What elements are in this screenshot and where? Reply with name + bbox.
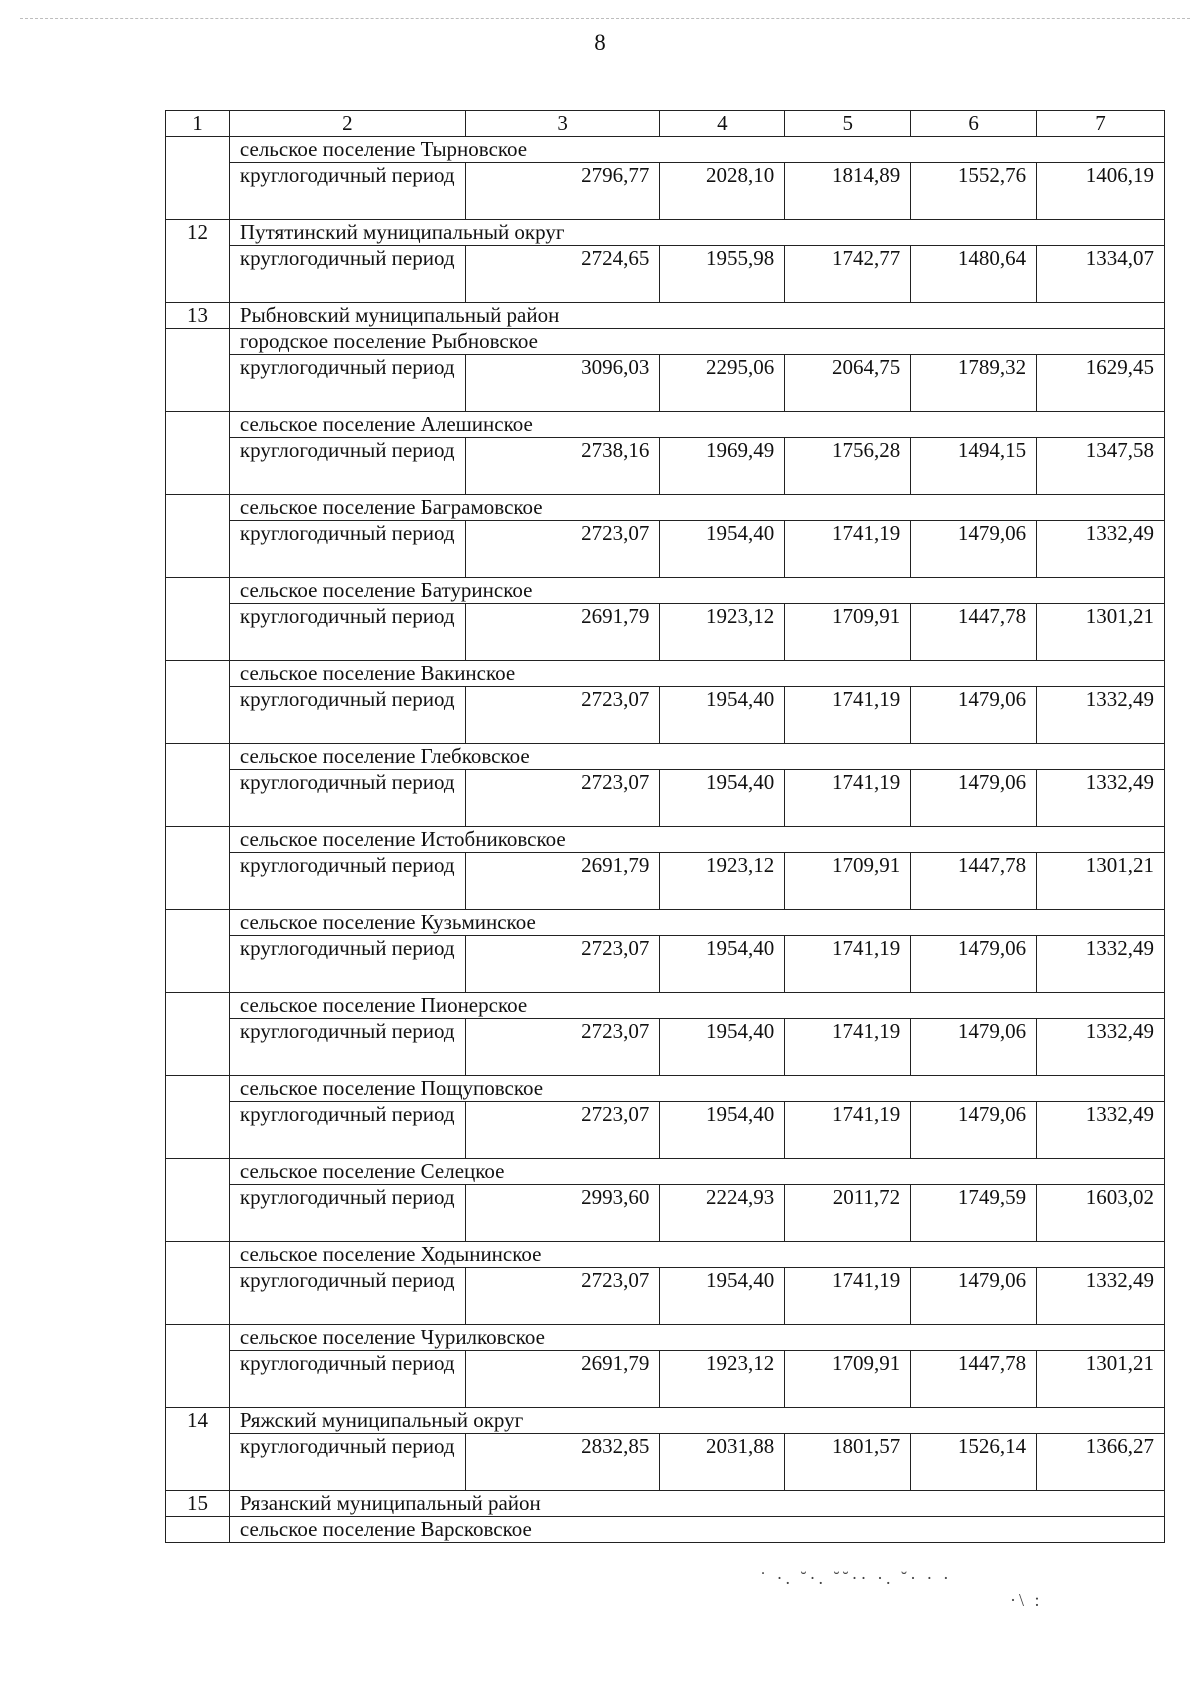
data-row [166,163,1165,220]
settlement-name-cell: сельское поселение Кузьминское [229,910,1164,936]
header-cell: 7 [1037,111,1165,137]
value-cell: 1479,06 [911,1102,1037,1159]
value-cell: 1494,15 [911,438,1037,495]
value-cell: 1526,14 [911,1434,1037,1491]
value-cell: 2723,07 [465,936,660,993]
value-cell: 1742,77 [785,246,911,303]
group-row [166,910,1165,936]
settlement-name-cell: Рязанский муниципальный район [229,1491,1164,1517]
value-cell: 1954,40 [660,1019,785,1076]
period-label-cell: круглогодичный период [229,1434,465,1491]
row-number-cell: 12 [166,220,230,303]
settlement-name-cell: сельское поселение Пощуповское [229,1076,1164,1102]
row-number-cell [166,1076,230,1159]
row-number-cell [166,827,230,910]
row-number-cell [166,993,230,1076]
period-label-cell: круглогодичный период [229,1019,465,1076]
value-cell: 1741,19 [785,936,911,993]
data-row [166,1268,1165,1325]
header-cell: 6 [911,111,1037,137]
value-cell: 2723,07 [465,1019,660,1076]
settlement-name-cell: сельское поселение Тырновское [229,137,1164,163]
value-cell: 1301,21 [1037,1351,1165,1408]
value-cell: 1479,06 [911,1268,1037,1325]
row-number-cell: 15 [166,1491,230,1517]
value-cell: 1603,02 [1037,1185,1165,1242]
row-number-cell: 14 [166,1408,230,1491]
value-cell: 1801,57 [785,1434,911,1491]
data-row [166,687,1165,744]
data-row [166,1434,1165,1491]
value-cell: 2796,77 [465,163,660,220]
group-row [166,1325,1165,1351]
group-row [166,827,1165,853]
value-cell: 1447,78 [911,604,1037,661]
settlement-name-cell: сельское поселение Алешинское [229,412,1164,438]
value-cell: 1954,40 [660,687,785,744]
group-row [166,329,1165,355]
value-cell: 1479,06 [911,521,1037,578]
period-label-cell: круглогодичный период [229,1351,465,1408]
value-cell: 1629,45 [1037,355,1165,412]
value-cell: 1406,19 [1037,163,1165,220]
value-cell: 2028,10 [660,163,785,220]
value-cell: 1923,12 [660,1351,785,1408]
value-cell: 1347,58 [1037,438,1165,495]
period-label-cell: круглогодичный период [229,1268,465,1325]
value-cell: 1480,64 [911,246,1037,303]
data-row [166,770,1165,827]
settlement-name-cell: Путятинский муниципальный округ [229,220,1164,246]
period-label-cell: круглогодичный период [229,936,465,993]
value-cell: 1741,19 [785,1019,911,1076]
group-row [166,1517,1165,1543]
value-cell: 2724,65 [465,246,660,303]
row-number-cell [166,495,230,578]
value-cell: 1741,19 [785,1102,911,1159]
value-cell: 3096,03 [465,355,660,412]
value-cell: 1332,49 [1037,770,1165,827]
row-number-cell [166,1242,230,1325]
value-cell: 1332,49 [1037,1102,1165,1159]
group-row [166,1491,1165,1517]
page-number: 8 [594,30,606,55]
settlement-name-cell: сельское поселение Ходынинское [229,1242,1164,1268]
value-cell: 1756,28 [785,438,911,495]
period-label-cell: круглогодичный период [229,521,465,578]
settlement-name-cell: сельское поселение Варсковское [229,1517,1164,1543]
header-cell: 4 [660,111,785,137]
value-cell: 1954,40 [660,521,785,578]
value-cell: 1814,89 [785,163,911,220]
value-cell: 2691,79 [465,1351,660,1408]
data-row [166,853,1165,910]
settlement-name-cell: Ряжский муниципальный округ [229,1408,1164,1434]
row-number-cell [166,578,230,661]
value-cell: 1741,19 [785,770,911,827]
value-cell: 2723,07 [465,1102,660,1159]
data-row [166,1185,1165,1242]
value-cell: 1709,91 [785,604,911,661]
value-cell: 2224,93 [660,1185,785,1242]
value-cell: 1479,06 [911,1019,1037,1076]
scan-edge-line [20,18,1190,19]
value-cell: 2723,07 [465,1268,660,1325]
value-cell: 1552,76 [911,163,1037,220]
row-number-cell [166,329,230,412]
group-row [166,137,1165,163]
period-label-cell: круглогодичный период [229,853,465,910]
header-cell: 3 [465,111,660,137]
header-cell: 2 [229,111,465,137]
data-row [166,604,1165,661]
group-row [166,495,1165,521]
group-row [166,220,1165,246]
settlement-name-cell: сельское поселение Глебковское [229,744,1164,770]
value-cell: 1789,32 [911,355,1037,412]
value-cell: 1332,49 [1037,1268,1165,1325]
period-label-cell: круглогодичный период [229,1102,465,1159]
value-cell: 1955,98 [660,246,785,303]
value-cell: 1741,19 [785,687,911,744]
value-cell: 1954,40 [660,1268,785,1325]
data-row [166,246,1165,303]
period-label-cell: круглогодичный период [229,1185,465,1242]
value-cell: 1954,40 [660,936,785,993]
value-cell: 2832,85 [465,1434,660,1491]
period-label-cell: круглогодичный период [229,163,465,220]
value-cell: 1301,21 [1037,853,1165,910]
settlement-name-cell: сельское поселение Селецкое [229,1159,1164,1185]
row-number-cell: 13 [166,303,230,329]
data-row [166,1019,1165,1076]
header-row [166,111,1165,137]
group-row [166,661,1165,687]
tariff-table [165,110,1165,1543]
data-row [166,1351,1165,1408]
settlement-name-cell: городское поселение Рыбновское [229,329,1164,355]
value-cell: 2691,79 [465,604,660,661]
group-row [166,303,1165,329]
value-cell: 1969,49 [660,438,785,495]
period-label-cell: круглогодичный период [229,355,465,412]
group-row [166,412,1165,438]
value-cell: 1749,59 [911,1185,1037,1242]
row-number-cell [166,137,230,220]
value-cell: 2723,07 [465,687,660,744]
value-cell: 1332,49 [1037,687,1165,744]
group-row [166,1408,1165,1434]
value-cell: 1334,07 [1037,246,1165,303]
row-number-cell [166,1517,230,1543]
value-cell: 1447,78 [911,853,1037,910]
value-cell: 2031,88 [660,1434,785,1491]
value-cell: 1709,91 [785,1351,911,1408]
period-label-cell: круглогодичный период [229,687,465,744]
value-cell: 2064,75 [785,355,911,412]
value-cell: 2691,79 [465,853,660,910]
value-cell: 1479,06 [911,770,1037,827]
value-cell: 2011,72 [785,1185,911,1242]
settlement-name-cell: сельское поселение Вакинское [229,661,1164,687]
row-number-cell [166,744,230,827]
value-cell: 1709,91 [785,853,911,910]
period-label-cell: круглогодичный период [229,438,465,495]
value-cell: 2723,07 [465,521,660,578]
row-number-cell [166,1159,230,1242]
row-number-cell [166,1325,230,1408]
data-row [166,936,1165,993]
value-cell: 1479,06 [911,936,1037,993]
data-row [166,355,1165,412]
value-cell: 2738,16 [465,438,660,495]
group-row [166,1242,1165,1268]
value-cell: 1741,19 [785,1268,911,1325]
header-cell: 1 [166,111,230,137]
settlement-name-cell: сельское поселение Истобниковское [229,827,1164,853]
value-cell: 1366,27 [1037,1434,1165,1491]
value-cell: 1447,78 [911,1351,1037,1408]
group-row [166,578,1165,604]
period-label-cell: круглогодичный период [229,604,465,661]
value-cell: 1954,40 [660,770,785,827]
row-number-cell [166,910,230,993]
period-label-cell: круглогодичный период [229,246,465,303]
value-cell: 2723,07 [465,770,660,827]
row-number-cell [166,412,230,495]
data-row [166,521,1165,578]
value-cell: 1479,06 [911,687,1037,744]
group-row [166,993,1165,1019]
value-cell: 1332,49 [1037,936,1165,993]
settlement-name-cell: сельское поселение Пионерское [229,993,1164,1019]
group-row [166,1076,1165,1102]
settlement-name-cell: сельское поселение Баграмовское [229,495,1164,521]
row-number-cell [166,661,230,744]
group-row [166,1159,1165,1185]
value-cell: 1954,40 [660,1102,785,1159]
value-cell: 2993,60 [465,1185,660,1242]
scan-noise: ˙ ·. ˘·. ˘˘·· ·. ˘· · · [760,1568,952,1588]
scan-noise: ·\ : [1010,1590,1043,1610]
value-cell: 1332,49 [1037,521,1165,578]
value-cell: 1741,19 [785,521,911,578]
header-cell: 5 [785,111,911,137]
value-cell: 2295,06 [660,355,785,412]
group-row [166,744,1165,770]
settlement-name-cell: сельское поселение Батуринское [229,578,1164,604]
period-label-cell: круглогодичный период [229,770,465,827]
settlement-name-cell: Рыбновский муниципальный район [229,303,1164,329]
tariff-table-body [166,111,1165,1543]
settlement-name-cell: сельское поселение Чурилковское [229,1325,1164,1351]
value-cell: 1301,21 [1037,604,1165,661]
value-cell: 1923,12 [660,853,785,910]
data-row [166,438,1165,495]
data-row [166,1102,1165,1159]
value-cell: 1332,49 [1037,1019,1165,1076]
value-cell: 1923,12 [660,604,785,661]
